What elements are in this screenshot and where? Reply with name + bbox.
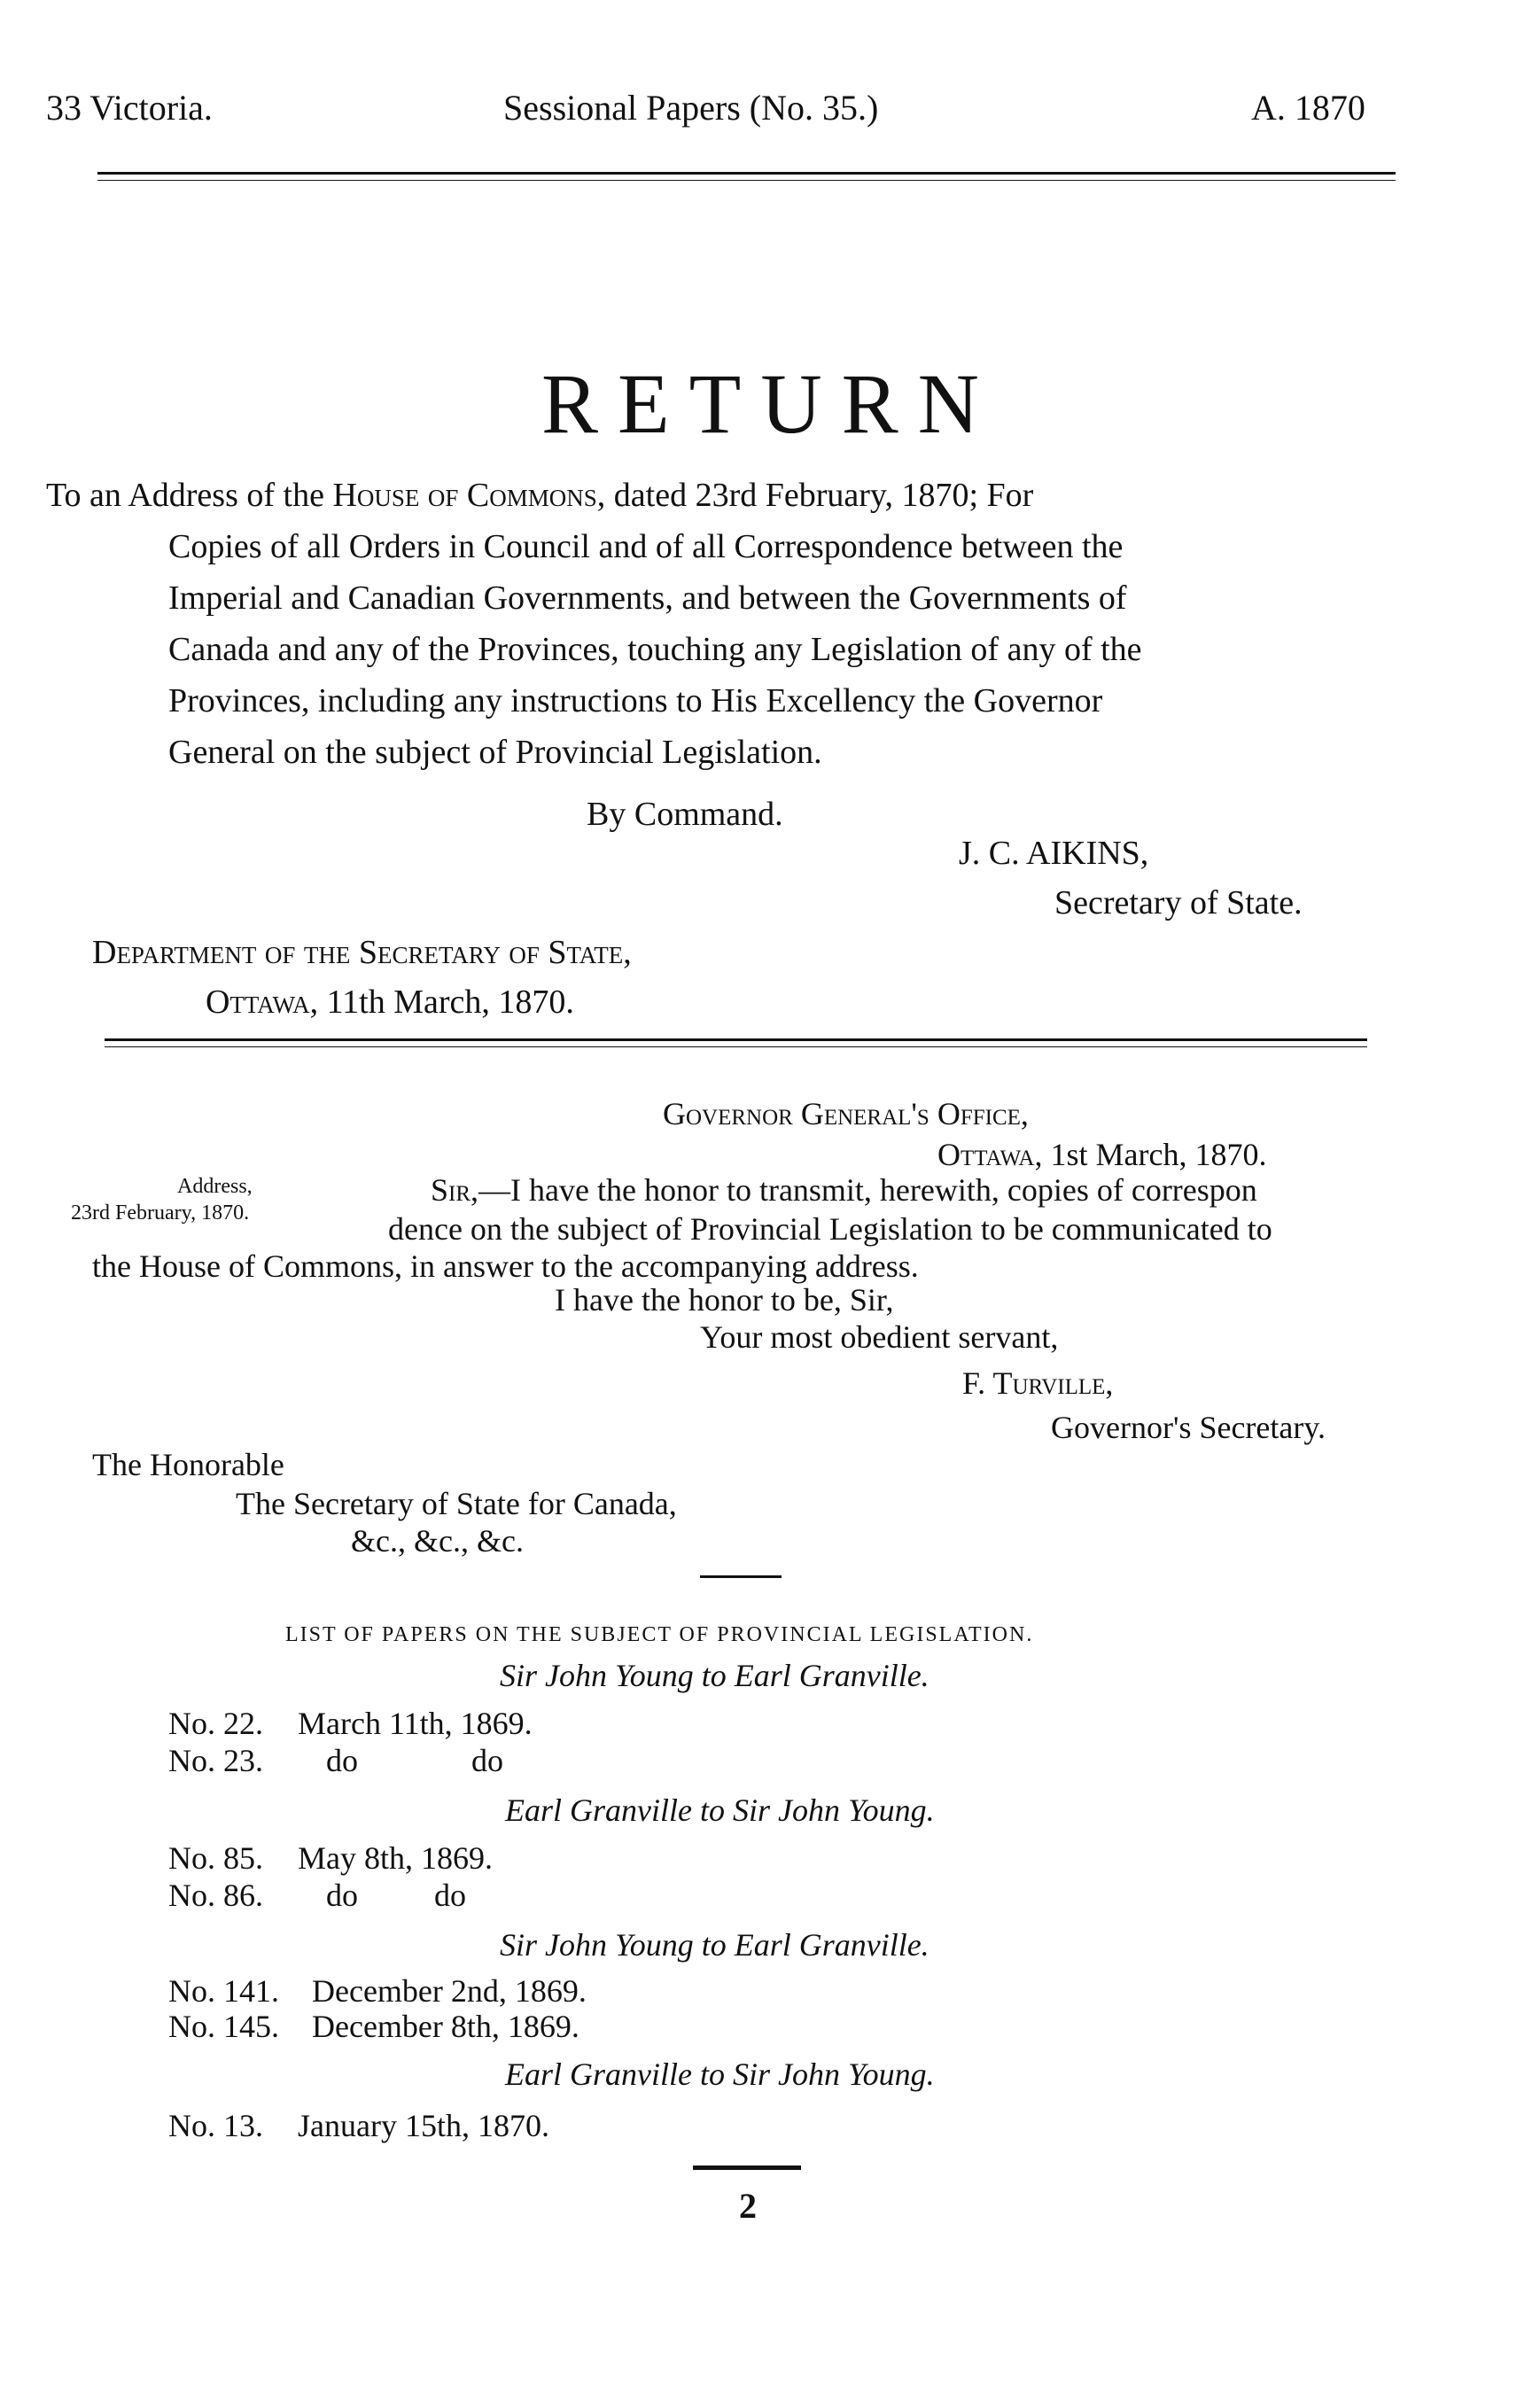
paper-number: No. 145. (168, 2009, 279, 2044)
paper-number: No. 23. (168, 1743, 263, 1778)
paper-date: do (326, 1743, 358, 1778)
letter-body-line-2: dence on the subject of Provincial Legislation to be communicated to (388, 1211, 1272, 1247)
department-date: , 11th March, 1870. (309, 984, 574, 1021)
papers-group-title: Earl Granville to Sir John Young. (505, 2057, 935, 2092)
address-line-3: Imperial and Canadian Governments, and between the Governments of (168, 579, 1127, 617)
command-signer: J. C. AIKINS, (959, 835, 1149, 872)
address-line-5: Provinces, including any instructions to His Excellency the Governor (168, 682, 1103, 719)
paper-date: March 11th, 1869. (298, 1706, 533, 1741)
address-line-1 (46, 470, 1033, 521)
short-divider (700, 1575, 782, 1578)
papers-group-title: Sir John Young to Earl Granville. (500, 1927, 929, 1963)
paper-number: No. 141. (168, 1973, 279, 2009)
paper-date: January 15th, 1870. (298, 2108, 549, 2143)
recipient-line-2: The Secretary of State for Canada, (236, 1486, 677, 1521)
margin-note-2: 23rd February, 1870. (71, 1201, 250, 1225)
address-line-6: General on the subject of Provincial Legislation. (168, 734, 822, 771)
letter-office: Governor General's Office, (663, 1096, 1029, 1131)
letter-closing-1: I have the honor to be, Sir, (555, 1282, 894, 1318)
papers-heading: LIST OF PAPERS ON THE SUBJECT OF PROVINCIAL LEGISLATION. (285, 1623, 1034, 1646)
department-line-2 (206, 976, 574, 1028)
page-number: 2 (739, 2186, 757, 2226)
recipient-line-3: &c., &c., &c. (351, 1523, 524, 1559)
address-line-4: Canada and any of the Provinces, touching any Legislation of any of the (168, 631, 1142, 668)
letter-body-line-3: the House of Commons, in answer to the accompanying address. (92, 1248, 919, 1284)
letter-place-date (937, 1136, 1266, 1173)
paper-date: December 8th, 1869. (312, 2009, 579, 2044)
footer-rule (693, 2165, 801, 2170)
salutation: Sir, (431, 1172, 479, 1208)
department-place: Ottawa (206, 984, 310, 1021)
paper-date: December 2nd, 1869. (312, 1973, 587, 2009)
header-right: A. 1870 (1251, 88, 1365, 128)
letter-place: Ottawa (937, 1137, 1035, 1172)
letter-signer: F. Turville, (962, 1365, 1114, 1401)
header-rule (97, 172, 1396, 181)
header-left: 33 Victoria. (46, 88, 213, 128)
paper-date: do (326, 1878, 358, 1913)
paper-number: No. 22. (168, 1706, 263, 1741)
recipient-line-1: The Honorable (92, 1447, 284, 1482)
papers-group-title: Sir John Young to Earl Granville. (500, 1658, 929, 1693)
address-line-1-start: To an Address of the (46, 477, 324, 514)
paper-date: May 8th, 1869. (298, 1840, 493, 1876)
paper-number: No. 13. (168, 2108, 263, 2143)
header-center: Sessional Papers (No. 35.) (503, 88, 879, 128)
department-line-1: Department of the Secretary of State, (92, 934, 632, 971)
address-line-1-end: , dated 23rd February, 1870; For (596, 477, 1034, 514)
margin-note-1: Address, (177, 1175, 253, 1198)
letter-body-line-1 (431, 1171, 1257, 1209)
command-signer-title: Secretary of State. (1054, 884, 1303, 921)
paper-date-ditto: do (434, 1878, 466, 1913)
page-title: RETURN (541, 356, 999, 451)
paper-number: No. 85. (168, 1840, 263, 1876)
letter-body-1: —I have the honor to transmit, herewith, copies of correspon (478, 1172, 1257, 1208)
letter-date: , 1st March, 1870. (1034, 1137, 1267, 1172)
letter-signer-title: Governor's Secretary. (1051, 1410, 1326, 1445)
papers-group-title: Earl Granville to Sir John Young. (505, 1792, 935, 1828)
address-line-2: Copies of all Orders in Council and of all Correspondence between the (168, 528, 1124, 565)
by-command: By Command. (587, 796, 783, 833)
letter-closing-2: Your most obedient servant, (700, 1319, 1059, 1355)
house-of-commons: House of Commons (332, 477, 597, 514)
section-rule (105, 1038, 1367, 1047)
paper-number: No. 86. (168, 1878, 263, 1913)
paper-date-ditto: do (471, 1743, 503, 1778)
